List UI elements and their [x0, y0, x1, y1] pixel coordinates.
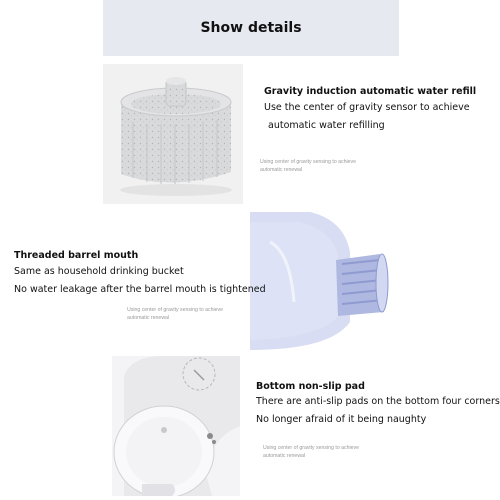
section-2-caption-line1: Using center of gravity sensing to achieve [127, 307, 224, 313]
section-2-caption-line2: automatic renewal [127, 315, 170, 321]
section-2-title: Threaded barrel mouth [14, 250, 139, 261]
section-3-caption-line2: automatic renewal [263, 453, 306, 459]
section-3-desc-line1: There are anti-slip pads on the bottom four corners [256, 396, 500, 407]
section-1-caption-line1: Using center of gravity sensing to achieve [260, 159, 357, 165]
section-2-desc-line1: Same as household drinking bucket [14, 266, 184, 277]
section-3-caption-line1: Using center of gravity sensing to achieve [263, 445, 360, 451]
bottle-mouth-image [250, 212, 396, 350]
section-1-desc-line1: Use the center of gravity sensor to achieve [264, 102, 470, 113]
base-product-image [103, 64, 243, 204]
page-title: Show details [200, 20, 302, 36]
section-1-title: Gravity induction automatic water refill [264, 86, 477, 97]
section-3-desc-line2: No longer afraid of it being naughty [256, 414, 427, 425]
header-banner [103, 0, 399, 56]
speckled-base-illustration [103, 64, 243, 204]
section-2-desc-line2: No water leakage after the barrel mouth is tightened [14, 284, 266, 295]
threaded-bottle-illustration [250, 212, 396, 350]
bottom-pad-image [112, 356, 240, 496]
bottom-view-illustration [112, 356, 240, 496]
section-3-title: Bottom non-slip pad [256, 381, 365, 392]
section-1-caption-line2: automatic renewal [260, 167, 303, 173]
section-1-desc-line2: automatic water refilling [268, 120, 385, 131]
